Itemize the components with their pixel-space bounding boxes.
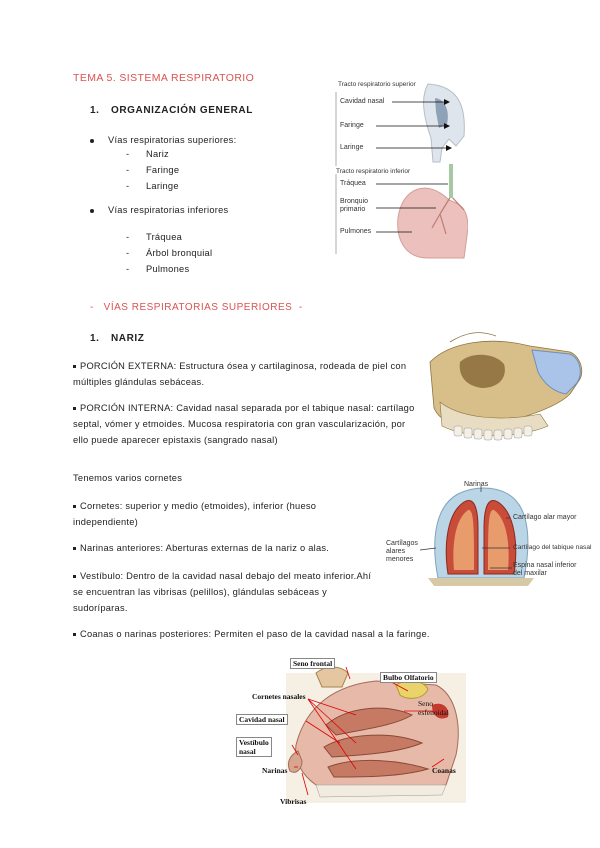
fig4-label-cornetes: Cornetes nasales (252, 692, 306, 701)
lower-airways-list (126, 229, 212, 277)
paragraph-externa: PORCIÓN EXTERNA: Estructura ósea y cartilaginosa, rodeada de piel con múltiples glándulas sebáceas. (73, 361, 407, 387)
fig4-label-coanas: Coanas (432, 766, 456, 775)
upper-airways-label: Vías respiratorias superiores: (108, 135, 237, 145)
bullet-icon (73, 365, 76, 368)
fig1-header-lower: Tracto respiratorio inferior (336, 168, 411, 175)
fig4-label-narinas: Narinas (262, 766, 288, 775)
subsection-title: NARIZ (110, 333, 145, 344)
fig3-label-tabique: Cartílago del tabique nasal (513, 544, 592, 551)
list-item: - Tráquea (126, 232, 183, 242)
lower-airways-label: Vías respiratorias inferiores (108, 205, 229, 215)
subsection-heading-nariz (90, 333, 145, 344)
list-item: - Árbol bronquial (126, 248, 213, 258)
fig3-label-espina: Espina nasal inferior del maxilar (513, 562, 577, 577)
section-title: ORGANIZACIÓN GENERAL (110, 105, 253, 116)
paragraph-coanas: Coanas o narinas posteriores: Permiten el paso de la cavidad nasal a la faringe. (73, 626, 503, 642)
section-heading-vias-superiores: - VÍAS RESPIRATORIAS SUPERIORES - (90, 302, 303, 313)
upper-airways-list (126, 146, 179, 194)
paragraph-interna: PORCIÓN INTERNA: Cavidad nasal separada por el tabique nasal: cartílago septal, vómer y etmoides. Mucosa respiratoria con gran vascularización, por ello puede aparecer epistaxis (sangrado nasal) (73, 403, 415, 445)
fig1-label-traquea: Tráquea (340, 180, 366, 187)
list-item: - Nariz (126, 149, 169, 159)
nasal-skull-figure (420, 322, 592, 446)
fig1-label-laringe: Laringe (340, 144, 364, 151)
list-item: - Pulmones (126, 264, 190, 274)
section-heading-organizacion (90, 105, 253, 116)
fig1-label-primario: primario (340, 206, 366, 213)
subsection-number: 1. (90, 333, 100, 344)
fig4-label-cavidad: Cavidad nasal (236, 714, 288, 725)
fig4-label-seno-frontal: Seno frontal (290, 658, 335, 669)
fig3-label-cartilago-alar: Cartílago alar mayor (513, 514, 577, 521)
section-number: 1. (90, 105, 100, 116)
bullet-icon (90, 139, 94, 143)
bullet-icon (73, 547, 76, 550)
bullet-icon (73, 505, 76, 508)
fig4-label-seno-esfenoidal: Seno esfenoidal (418, 699, 449, 717)
fig1-label-bronquio: Bronquio (340, 198, 369, 205)
fig1-label-faringe: Faringe (340, 122, 364, 129)
bullet-icon (73, 633, 76, 636)
fig1-label-cavidad: Cavidad nasal (340, 98, 385, 105)
fig3-label-cartilagos-alares: Cartílagos alares menores (386, 540, 418, 563)
document-title: TEMA 5. SISTEMA RESPIRATORIO (73, 72, 255, 84)
paragraph-narinas: Narinas anteriores: Aberturas externas de la nariz o alas. (73, 540, 373, 556)
lower-airways-item (90, 202, 228, 218)
fig3-label-narinas: Narinas (464, 481, 489, 488)
paragraph-vestibulo: Vestíbulo: Dentro de la cavidad nasal debajo del meato inferior.Ahí se encuentran las vibrisas (pelillos), glándulas sebáceas y sudoríparas. (73, 571, 372, 613)
list-item: - Laringe (126, 181, 179, 191)
fig4-label-vibrisas: Vibrisas (280, 797, 307, 806)
fig1-label-pulmones: Pulmones (340, 228, 372, 235)
fig4-label-bulbo: Bulbo Olfatorio (380, 672, 437, 683)
list-item: - Faringe (126, 165, 180, 175)
bullet-icon (73, 575, 76, 578)
bullet-icon (90, 209, 94, 213)
fig4-label-vestibulo: Vestíbulo nasal (236, 737, 272, 757)
paragraph-cornetes: Cornetes: superior y medio (etmoides), inferior (hueso independiente) (73, 501, 317, 527)
bullet-icon (73, 407, 76, 410)
fig1-header-upper: Tracto respiratorio superior (338, 81, 416, 88)
paragraph-cornetes-intro: Tenemos varios cornetes (73, 473, 183, 483)
